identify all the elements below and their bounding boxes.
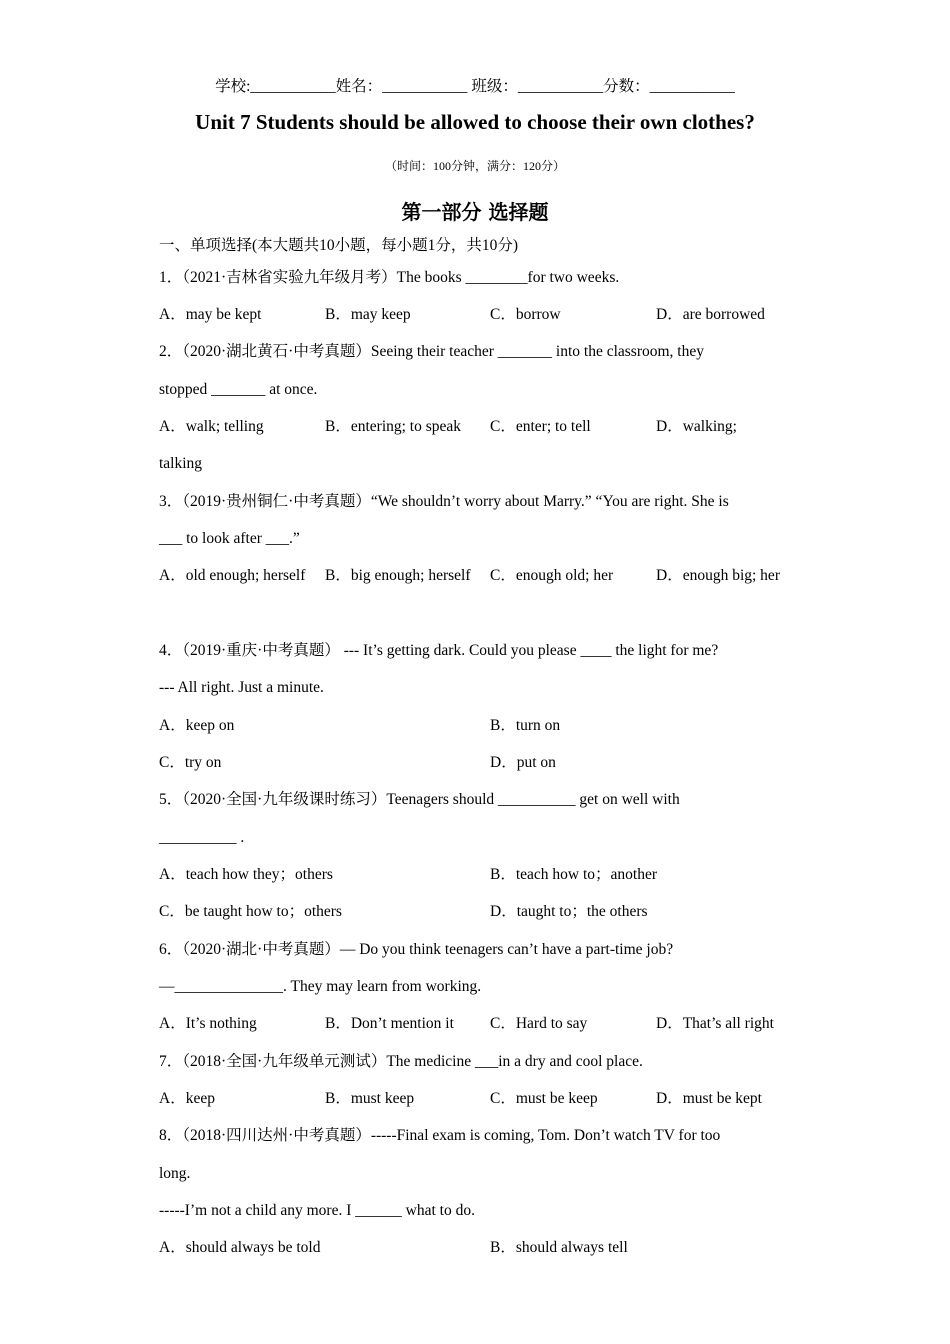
question-7-option-b[interactable]: B．must keep <box>325 1090 415 1107</box>
question-7-option-a[interactable]: A．keep <box>159 1090 215 1107</box>
question-5-option-b[interactable]: B．teach how to；another <box>490 866 658 883</box>
question-8-stem-cont: long. <box>159 1165 191 1182</box>
question-3-option-a[interactable]: A．old enough; herself <box>159 567 306 584</box>
question-5-stem-cont: __________ . <box>159 829 245 846</box>
question-8-option-b[interactable]: B．should always tell <box>490 1239 628 1256</box>
question-6-option-b[interactable]: B．Don’t mention it <box>325 1015 454 1032</box>
section-title: 一、单项选择(本大题共10小题，每小题1分，共10分) <box>159 237 519 254</box>
question-2-option-d-wrap: talking <box>159 455 203 472</box>
question-3-option-d[interactable]: D．enough big; her <box>656 567 780 584</box>
question-1-stem: 1．（2021·吉林省实验九年级月考）The books ________for two weeks. <box>159 269 620 286</box>
question-4-option-a[interactable]: A．keep on <box>159 717 235 734</box>
question-4-option-b[interactable]: B．turn on <box>490 717 561 734</box>
question-3-option-b[interactable]: B．big enough; herself <box>325 567 471 584</box>
question-2-option-a[interactable]: A．walk; telling <box>159 418 264 435</box>
question-5-option-c[interactable]: C．be taught how to；others <box>159 903 342 920</box>
class-field[interactable]: 班级：___________ <box>471 78 604 95</box>
question-6-stem: 6．（2020·湖北·中考真题）— Do you think teenagers can’t have a part-time job? <box>159 941 674 958</box>
school-field[interactable]: 学校:___________ <box>215 78 336 95</box>
question-1-option-d[interactable]: D．are borrowed <box>656 306 765 323</box>
question-6-option-a[interactable]: A．It’s nothing <box>159 1015 257 1032</box>
question-7-option-d[interactable]: D．must be kept <box>656 1090 762 1107</box>
question-7-option-c[interactable]: C．must be keep <box>490 1090 598 1107</box>
page-title: Unit 7 Students should be allowed to choose their own clothes? <box>195 110 755 134</box>
question-5-option-d[interactable]: D．taught to；the others <box>490 903 648 920</box>
question-7-stem: 7．（2018·全国·九年级单元测试）The medicine ___in a dry and cool place. <box>159 1053 643 1070</box>
question-2-stem-cont: stopped _______ at once. <box>159 381 318 398</box>
question-2-stem: 2．（2020·湖北黄石·中考真题）Seeing their teacher _______ into the classroom, they <box>159 343 704 360</box>
question-3-stem-cont: ___ to look after ___.” <box>159 530 300 547</box>
question-2-option-b[interactable]: B．entering; to speak <box>325 418 462 435</box>
question-4-option-c[interactable]: C．try on <box>159 754 222 771</box>
question-8-stem: 8．（2018·四川达州·中考真题）-----Final exam is coming, Tom. Don’t watch TV for too <box>159 1127 721 1144</box>
question-6-option-c[interactable]: C．Hard to say <box>490 1015 588 1032</box>
question-5-stem: 5．（2020·全国·九年级课时练习）Teenagers should __________ get on well with <box>159 791 680 808</box>
question-1-option-b[interactable]: B．may keep <box>325 306 411 323</box>
exam-time-info: （时间：100分钟，满分：120分） <box>384 159 565 173</box>
question-3-stem: 3．（2019·贵州铜仁·中考真题）“We shouldn’t worry about Marry.” “You are right. She is <box>159 493 729 510</box>
question-4-stem-cont: --- All right. Just a minute. <box>159 679 324 696</box>
question-1-option-a[interactable]: A．may be kept <box>159 306 262 323</box>
question-4-stem: 4．（2019·重庆·中考真题） --- It’s getting dark. Could you please ____ the light for me? <box>159 642 719 659</box>
question-2-option-d[interactable]: D．walking; <box>656 418 737 435</box>
question-5-option-a[interactable]: A．teach how they；others <box>159 866 333 883</box>
question-8-option-a[interactable]: A．should always be told <box>159 1239 321 1256</box>
question-2-option-c[interactable]: C．enter; to tell <box>490 418 591 435</box>
score-field[interactable]: 分数：___________ <box>603 78 735 95</box>
student-info-header <box>0 74 950 96</box>
question-8-stem-cont-2: -----I’m not a child any more. I ______ what to do. <box>159 1202 475 1219</box>
question-3-option-c[interactable]: C．enough old; her <box>490 567 614 584</box>
question-6-stem-cont: —______________. They may learn from working. <box>159 978 482 995</box>
question-6-option-d[interactable]: D．That’s all right <box>656 1015 774 1032</box>
name-field[interactable]: 姓名：___________ <box>335 78 468 95</box>
question-1-option-c[interactable]: C．borrow <box>490 306 561 323</box>
part-title: 第一部分 选择题 <box>401 200 549 224</box>
question-4-option-d[interactable]: D．put on <box>490 754 556 771</box>
